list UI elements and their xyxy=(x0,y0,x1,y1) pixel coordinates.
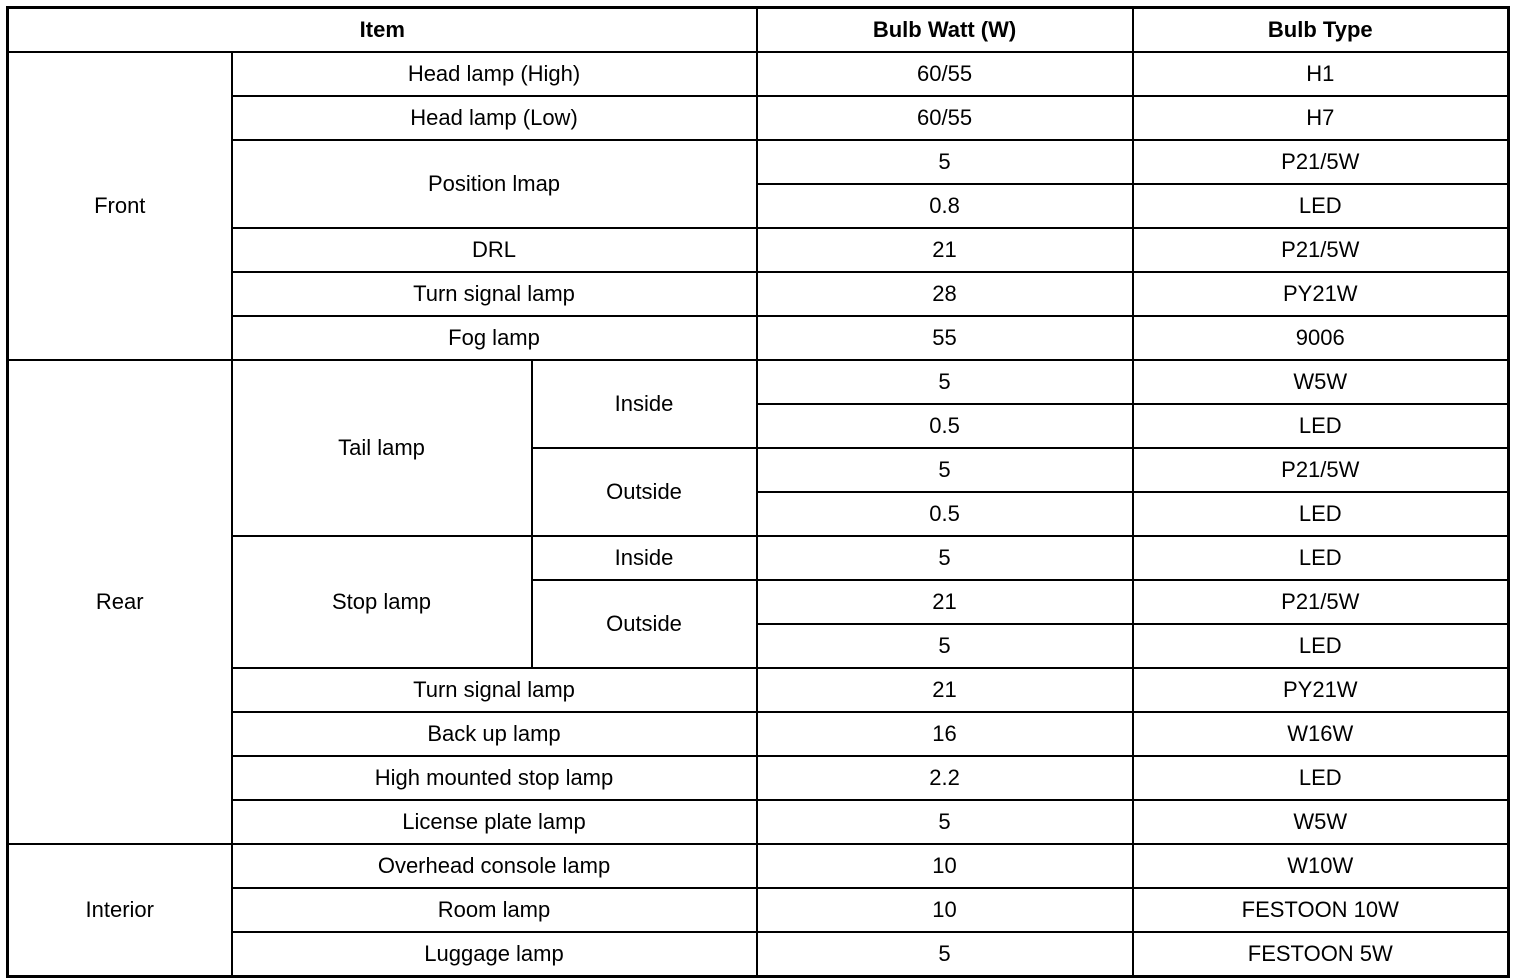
watt-cell: 55 xyxy=(757,316,1133,360)
group-interior: Interior xyxy=(8,844,232,977)
item-cell: Fog lamp xyxy=(232,316,757,360)
type-cell: LED xyxy=(1133,756,1509,800)
header-bulb-watt: Bulb Watt (W) xyxy=(757,8,1133,53)
type-cell: W5W xyxy=(1133,360,1509,404)
item-cell: Position lmap xyxy=(232,140,757,228)
table-row xyxy=(8,844,1509,888)
table-row xyxy=(8,712,1509,756)
watt-cell: 10 xyxy=(757,888,1133,932)
watt-cell: 5 xyxy=(757,360,1133,404)
table-row xyxy=(8,800,1509,844)
type-cell: W10W xyxy=(1133,844,1509,888)
header-item: Item xyxy=(8,8,757,53)
watt-cell: 5 xyxy=(757,800,1133,844)
type-cell: H7 xyxy=(1133,96,1509,140)
type-cell: LED xyxy=(1133,624,1509,668)
watt-cell: 2.2 xyxy=(757,756,1133,800)
type-cell: LED xyxy=(1133,184,1509,228)
watt-cell: 16 xyxy=(757,712,1133,756)
item-cell: Tail lamp xyxy=(232,360,532,536)
watt-cell: 5 xyxy=(757,140,1133,184)
type-cell: LED xyxy=(1133,404,1509,448)
table-row xyxy=(8,536,1509,580)
table-row xyxy=(8,756,1509,800)
type-cell: P21/5W xyxy=(1133,140,1509,184)
bulb-spec-table xyxy=(6,6,1510,978)
type-cell: 9006 xyxy=(1133,316,1509,360)
item-cell: Stop lamp xyxy=(232,536,532,668)
item-cell: Turn signal lamp xyxy=(232,668,757,712)
watt-cell: 5 xyxy=(757,536,1133,580)
table-row xyxy=(8,668,1509,712)
group-front: Front xyxy=(8,52,232,360)
item-cell: DRL xyxy=(232,228,757,272)
watt-cell: 60/55 xyxy=(757,52,1133,96)
table-row xyxy=(8,228,1509,272)
table-row xyxy=(8,52,1509,96)
item-cell: Overhead console lamp xyxy=(232,844,757,888)
item-cell: Turn signal lamp xyxy=(232,272,757,316)
item-cell: Back up lamp xyxy=(232,712,757,756)
type-cell: H1 xyxy=(1133,52,1509,96)
type-cell: LED xyxy=(1133,492,1509,536)
watt-cell: 21 xyxy=(757,228,1133,272)
sub-item-cell: Inside xyxy=(532,360,757,448)
sub-item-cell: Outside xyxy=(532,580,757,668)
watt-cell: 28 xyxy=(757,272,1133,316)
table-row xyxy=(8,272,1509,316)
watt-cell: 0.8 xyxy=(757,184,1133,228)
watt-cell: 21 xyxy=(757,580,1133,624)
table-row xyxy=(8,96,1509,140)
item-cell: Luggage lamp xyxy=(232,932,757,977)
watt-cell: 5 xyxy=(757,448,1133,492)
watt-cell: 60/55 xyxy=(757,96,1133,140)
table-row xyxy=(8,316,1509,360)
group-rear: Rear xyxy=(8,360,232,844)
type-cell: P21/5W xyxy=(1133,228,1509,272)
type-cell: FESTOON 10W xyxy=(1133,888,1509,932)
watt-cell: 5 xyxy=(757,624,1133,668)
item-cell: Room lamp xyxy=(232,888,757,932)
sub-item-cell: Outside xyxy=(532,448,757,536)
type-cell: W5W xyxy=(1133,800,1509,844)
header-row xyxy=(8,8,1509,53)
watt-cell: 0.5 xyxy=(757,492,1133,536)
type-cell: P21/5W xyxy=(1133,448,1509,492)
header-bulb-type: Bulb Type xyxy=(1133,8,1509,53)
type-cell: FESTOON 5W xyxy=(1133,932,1509,977)
watt-cell: 0.5 xyxy=(757,404,1133,448)
type-cell: LED xyxy=(1133,536,1509,580)
watt-cell: 21 xyxy=(757,668,1133,712)
table-row xyxy=(8,140,1509,184)
type-cell: PY21W xyxy=(1133,272,1509,316)
watt-cell: 5 xyxy=(757,932,1133,977)
item-cell: High mounted stop lamp xyxy=(232,756,757,800)
type-cell: PY21W xyxy=(1133,668,1509,712)
table-row xyxy=(8,360,1509,404)
type-cell: P21/5W xyxy=(1133,580,1509,624)
sub-item-cell: Inside xyxy=(532,536,757,580)
item-cell: License plate lamp xyxy=(232,800,757,844)
table-row xyxy=(8,932,1509,977)
table-row xyxy=(8,888,1509,932)
item-cell: Head lamp (Low) xyxy=(232,96,757,140)
item-cell: Head lamp (High) xyxy=(232,52,757,96)
type-cell: W16W xyxy=(1133,712,1509,756)
watt-cell: 10 xyxy=(757,844,1133,888)
